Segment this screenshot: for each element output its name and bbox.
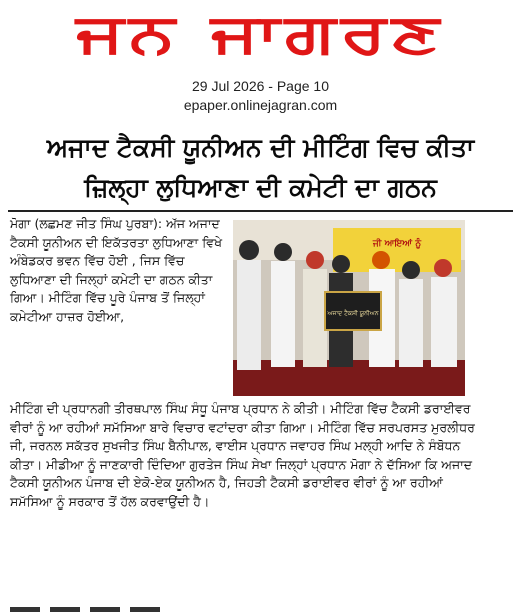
article-body-left: ਮੋਗਾ (ਲਛਮਣ ਜੀਤ ਸਿੰਘ ਪੁਰਬਾ): ਅੱਜ ਅਜਾਦ ਟੈਕਸੀ ਯੂਨੀਅਨ ਦੀ ਇਕੱਤਰਤਾ ਲੁਧਿਆਣਾ ਵਿਖੇ ਅੰਬੇਡਕਰ ਭਵਨ ਵਿੱਚ ਹੋਈ , ਜਿਸ ਵਿੱਚ ਲੁਧਿਆਣਾ ਦੀ ਜਿਲ੍ਹਾਂ ਕਮੇਟੀ ਦਾ ਗਠਨ ਕੀਤਾ ਗਿਆ। ਮੀਟਿੰਗ ਵਿੱਚ ਪੂਰੇ ਪੰਜਾਬ ਤੋਂ ਜਿਲ੍ਹਾਂ ਕਮੇਟੀਆ ਹਾਜ਼ਰ ਹੋਈਆ,	[10, 216, 222, 324]
headline-line-2: ਜ਼ਿਲ੍ਹਾ ਲੁਧਿਆਣਾ ਦੀ ਕਮੇਟੀ ਦਾ ਗਠਨ	[84, 173, 437, 202]
article-body-full: ਮੀਟਿੰਗ ਦੀ ਪ੍ਰਧਾਨਗੀ ਤੀਰਥਪਾਲ ਸਿੰਘ ਸੰਧੂ ਪੰਜਾਬ ਪ੍ਰਧਾਨ ਨੇ ਕੀਤੀ। ਮੀਟਿੰਗ ਵਿੱਚ ਟੈਕਸੀ ਡਰਾਈਵਰ ਵੀਰਾਂ ਨੂੰ ਆ ਰਹੀਆਂ ਸਮੱਸਿਆ ਬਾਰੇ ਵਿਚਾਰ ਵਟਾਂਦਰਾ ਕੀਤਾ ਗਿਆ। ਮੀਟਿੰਗ ਵਿੱਚ ਸਰਪਰਸਤ ਮੁਰਲੀਧਰ ਜੀ, ਜਰਨਲ ਸਕੱਤਰ ਸੁਖਜੀਤ ਸਿੰਘ ਬੈਨੀਪਾਲ, ਵਾਈਸ ਪ੍ਰਧਾਨ ਜਵਾਹਰ ਸਿੰਘ ਮਲ੍ਹੀ ਆਦਿ ਨੇ ਸੰਬੋਧਨ ਕੀਤਾ। ਮੀਡੀਆ ਨੂੰ ਜਾਣਕਾਰੀ ਦਿੰਦਿਆ ਗੁਰਤੇਜ ਸਿੰਘ ਸੇਖਾ ਜਿਲ੍ਹਾਂ ਪ੍ਰਧਾਨ ਮੋਗਾ ਨੇ ਦੱਸਿਆ ਕਿ ਅਜਾਦ ਟੈਕਸੀ ਯੂਨੀਅਨ ਪੰਜਾਬ ਦੀ ਏਕੋ-ਏਕ ਯੂਨੀਅਨ ਹੈ, ਜਿਹੜੀ ਟੈਕਸੀ ਡਰਾਈਵਰ ਵੀਰਾਂ ਨੂੰ ਆ ਰਹੀਆਂ ਸਮੱਸਿਆ ਨੂੰ ਸਰਕਾਰ ਤੋਂ ਹੱਲ ਕਰਵਾਉਂਦੀ ਹੈ।	[10, 401, 475, 509]
masthead-title: ਜਨ ਜਾਗਰਣ	[76, 2, 445, 65]
photo-plaque-text: ਅਜਾਦ ਟੈਕਸੀ ਯੂਨੀਅਨ	[327, 310, 379, 317]
masthead	[0, 0, 521, 70]
photo-illustration	[233, 220, 465, 396]
headline-divider	[8, 210, 513, 212]
edition-site[interactable]: epaper.onlinejagran.com	[183, 97, 338, 113]
article-body-left-column	[10, 215, 232, 327]
article-photo	[233, 220, 465, 396]
article-body-full-width	[10, 400, 480, 512]
headline-line-1: ਅਜਾਦ ਟੈਕਸੀ ਯੂਨੀਅਨ ਦੀ ਮੀਟਿੰਗ ਵਿਚ ਕੀਤਾ	[46, 133, 475, 162]
photo-banner-text: ਜੀ ਆਇਆਂ ਨੂੰ	[372, 239, 422, 249]
next-article-cutoff	[10, 600, 430, 612]
edition-date-page: 29 Jul 2026 - Page 10	[192, 78, 329, 94]
